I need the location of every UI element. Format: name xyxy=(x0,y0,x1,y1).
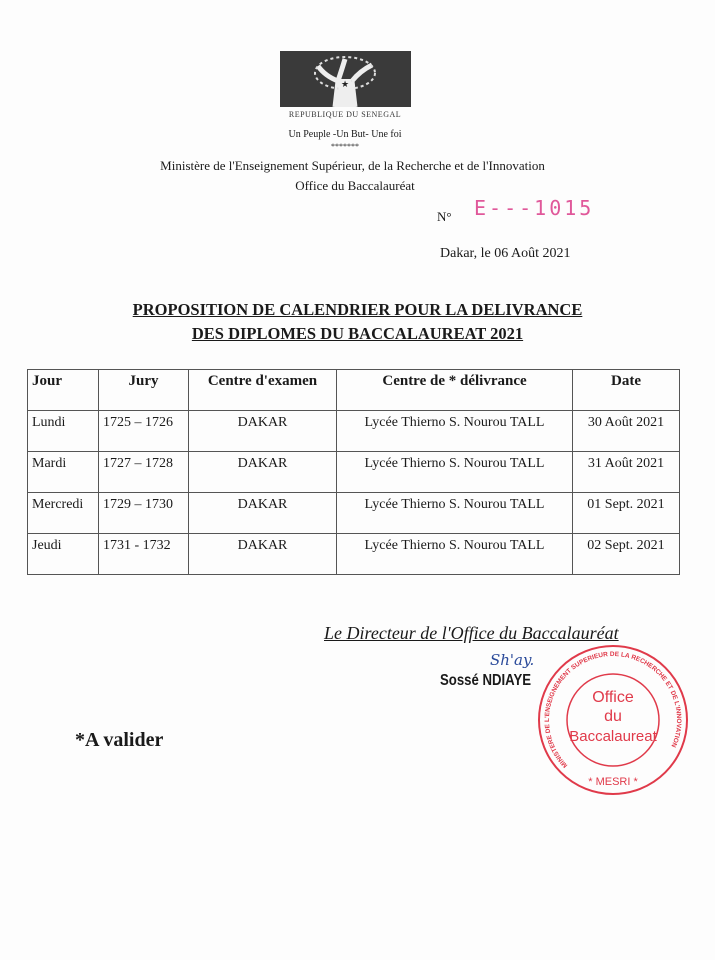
cell-centre-examen: DAKAR xyxy=(189,452,337,493)
header-jour: Jour xyxy=(28,370,99,411)
cell-jour: Lundi xyxy=(28,411,99,452)
cell-centre-examen: DAKAR xyxy=(189,493,337,534)
footnote: *A valider xyxy=(75,729,164,751)
emblem-logo xyxy=(280,51,411,107)
cell-jury: 1729 – 1730 xyxy=(99,493,189,534)
cell-jour: Jeudi xyxy=(28,534,99,575)
header-date: Date xyxy=(573,370,680,411)
cell-jour: Mardi xyxy=(28,452,99,493)
official-stamp xyxy=(533,644,693,804)
office-name: Office du Baccalauréat xyxy=(295,178,415,193)
cell-jury: 1727 – 1728 xyxy=(99,452,189,493)
header-centre-delivrance: Centre de * délivrance xyxy=(337,370,573,411)
stamp-bottom: * MESRI * xyxy=(588,776,638,788)
baobab-tree-icon xyxy=(280,51,411,107)
motto: Un Peuple -Un But- Une foi xyxy=(288,129,402,140)
cell-date: 02 Sept. 2021 xyxy=(573,534,680,575)
cell-centre-delivrance: Lycée Thierno S. Nourou TALL xyxy=(337,493,573,534)
stamp-ring-text: MINISTERE DE L'ENSEIGNEMENT SUPERIEUR DE LA RECHERCHE ET DE L'INNOVATION xyxy=(543,650,683,769)
cell-jury: 1731 - 1732 xyxy=(99,534,189,575)
header-jury: Jury xyxy=(99,370,189,411)
handwritten-signature: Sh'ay. xyxy=(490,651,535,669)
document-title-line1: PROPOSITION DE CALENDRIER POUR LA DELIVRANCE xyxy=(132,300,583,319)
cell-date: 30 Août 2021 xyxy=(573,411,680,452)
header-centre-examen: Centre d'examen xyxy=(189,370,337,411)
table-row xyxy=(28,411,680,452)
stamp-center-line1: Office xyxy=(592,689,634,706)
cell-centre-examen: DAKAR xyxy=(189,411,337,452)
reference-number: E---1015 xyxy=(474,196,595,220)
table-row xyxy=(28,493,680,534)
cell-jour: Mercredi xyxy=(28,493,99,534)
place-date: Dakar, le 06 Août 2021 xyxy=(440,246,571,261)
stamp-center-line2: du xyxy=(604,708,622,725)
motto-stars: ******* xyxy=(331,142,359,151)
cell-centre-delivrance: Lycée Thierno S. Nourou TALL xyxy=(337,411,573,452)
signatory-name: Sossé NDIAYE xyxy=(440,672,532,689)
cell-date: 31 Août 2021 xyxy=(573,452,680,493)
ministry-name: Ministère de l'Enseignement Supérieur, de la Recherche et de l'Innovation xyxy=(160,158,545,173)
stamp-seal-icon xyxy=(533,644,693,799)
stamp-center-line3: Baccalaureat xyxy=(569,728,657,745)
table-row xyxy=(28,452,680,493)
cell-centre-delivrance: Lycée Thierno S. Nourou TALL xyxy=(337,452,573,493)
cell-centre-delivrance: Lycée Thierno S. Nourou TALL xyxy=(337,534,573,575)
svg-text:★: ★ xyxy=(340,79,350,89)
table-row xyxy=(28,534,680,575)
schedule-table xyxy=(27,369,680,575)
number-label: N° xyxy=(437,209,452,224)
cell-centre-examen: DAKAR xyxy=(189,534,337,575)
republic-label: REPUBLIQUE DU SENEGAL xyxy=(288,110,402,119)
table-header-row xyxy=(28,370,680,411)
cell-date: 01 Sept. 2021 xyxy=(573,493,680,534)
signatory-title: Le Directeur de l'Office du Baccalauréat xyxy=(324,623,619,643)
document-title-line2: DES DIPLOMES DU BACCALAUREAT 2021 xyxy=(191,324,524,343)
cell-jury: 1725 – 1726 xyxy=(99,411,189,452)
